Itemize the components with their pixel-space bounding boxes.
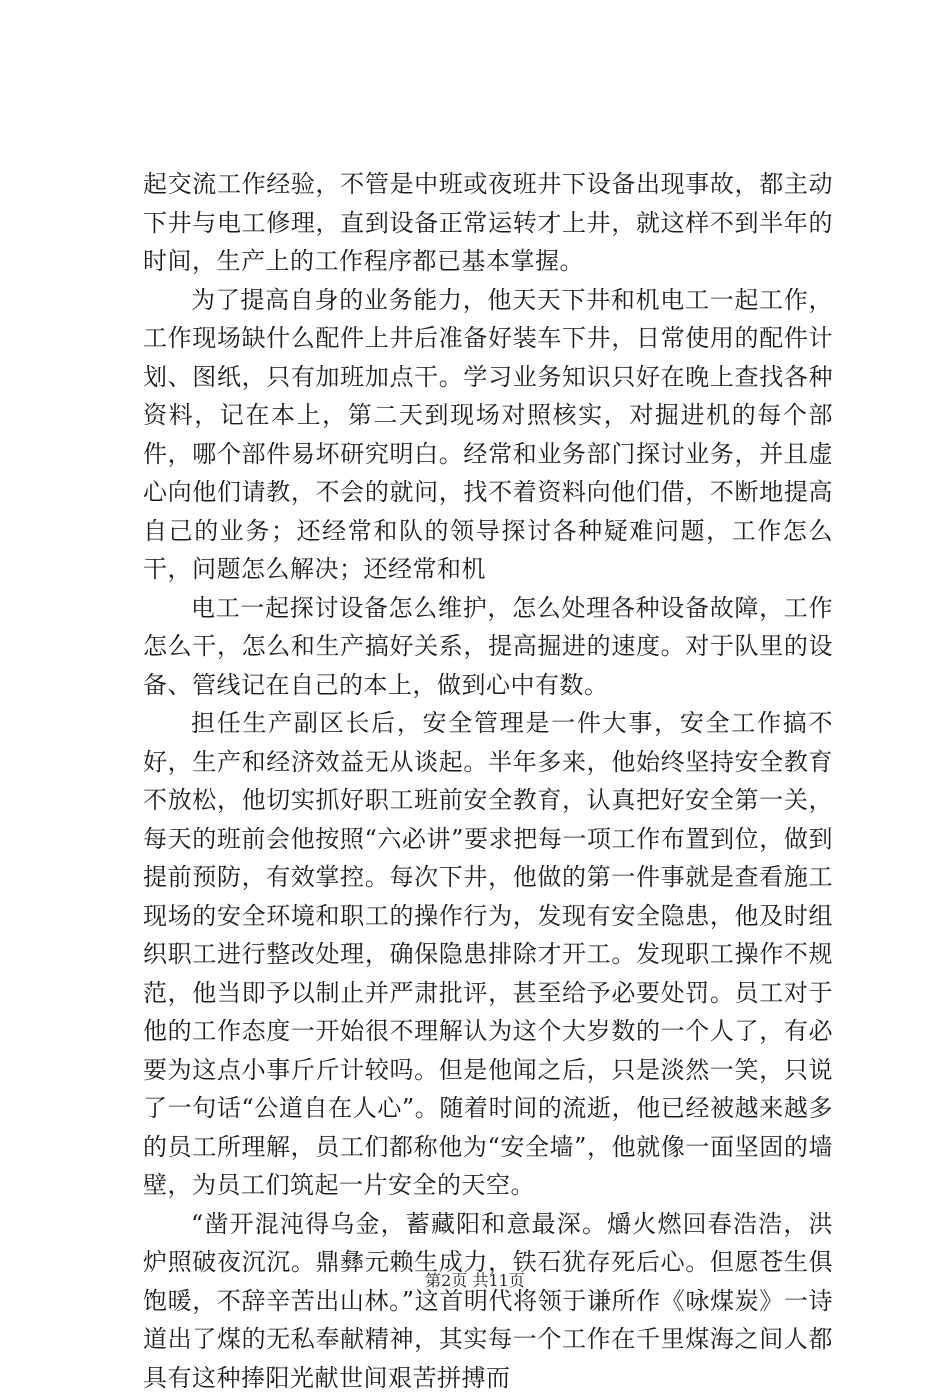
paragraph-coal-poem: “凿开混沌得乌金，蓄藏阳和意最深。爝火燃回春浩浩，洪炉照破夜沉沉。鼎彝元赖生成力，铁石犹存死后心。但愿苍生俱饱暖，不辞辛苦出山林。”这首明代将领于谦所作《咏煤炭》一诗道出了煤的无私奉献精神，其实每一个工作在千里煤海之间人都具有这种捧阳光献世间艰苦拼搏而 [143, 1205, 833, 1397]
paragraph-equipment-maintenance: 电工一起探讨设备怎么维护，怎么处理各种设备故障，工作怎么干，怎么和生产搞好关系，提高掘进的速度。对于队里的设备、管线记在自己的本上，做到心中有数。 [143, 589, 833, 705]
page-number-footer: 第2页 共11页 [0, 1268, 950, 1291]
paragraph-continued: 起交流工作经验，不管是中班或夜班井下设备出现事故，都主动下井与电工修理，直到设备正常运转才上井，就这样不到半年的时间，生产上的工作程序都已基本掌握。 [143, 165, 833, 281]
paragraph-business-skills: 为了提高自身的业务能力，他天天下井和机电工一起工作，工作现场缺什么配件上井后准备好装车下井，日常使用的配件计划、图纸，只有加班加点干。学习业务知识只好在晚上查找各种资料，记在本上，第二天到现场对照核实，对掘进机的每个部件，哪个部件易坏研究明白。经常和业务部门探讨业务，并且虚心向他们请教，不会的就问，找不着资料向他们借，不断地提高自己的业务；还经常和队的领导探讨各种疑难问题，工作怎么干，问题怎么解决；还经常和机 [143, 281, 833, 589]
paragraph-safety-management: 担任生产副区长后，安全管理是一件大事，安全工作搞不好，生产和经济效益无从谈起。半年多来，他始终坚持安全教育不放松，他切实抓好职工班前安全教育，认真把好安全第一关，每天的班前会他按照“六必讲”要求把每一项工作布置到位，做到提前预防，有效掌控。每次下井，他做的第一件事就是查看施工现场的安全环境和职工的操作行为，发现有安全隐患，他及时组织职工进行整改处理，确保隐患排除才开工。发现职工操作不规范，他当即予以制止并严肃批评，甚至给予必要处罚。员工对于他的工作态度一开始很不理解认为这个大岁数的一个人了，有必要为这点小事斤斤计较吗。但是他闻之后，只是淡然一笑，只说了一句话“公道自在人心”。随着时间的流逝，他已经被越来越多的员工所理解，员工们都称他为“安全墙”，他就像一面坚固的墙壁，为员工们筑起一片安全的天空。 [143, 704, 833, 1205]
document-body [143, 165, 833, 1397]
